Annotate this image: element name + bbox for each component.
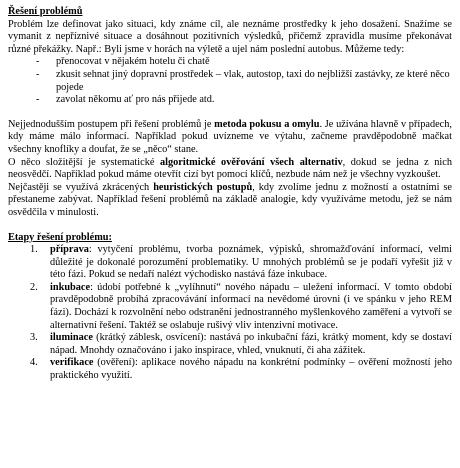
method-paragraph-algorithmic: O něco složitější je systematické algoritmické ověřování všech alternativ, dokud se jedna z nich neosvědčí. Například pokud máme otevřít cizí byt pomocí klíčů, nezbude nám než je všechny vyzkoušet. [8,156,452,181]
stages-list [8,244,452,383]
list-item: - zkusit sehnat jiný dopravní prostředek – vlak, autostop, taxi do nejbližší zastávky, ze které něco pojede [36,69,452,94]
intro-paragraph: Problém lze definovat jako situaci, kdy známe cíl, ale neznáme prostředky k jeho dosažení. Snažíme se vymanit z nepříznivé situace a dosáhnout pozitivních výsledků, přičemž zpravidla musíme překonávat různé překážky. Např.: Byli jsme v horách na výletě a ujel nám poslední autobus. Můžeme tedy: [8,18,452,55]
stage-item: 3. iluminace (krátký záblesk, osvícení): nastává po inkubační fázi, krátký moment, kdy se dostaví nápad. Mnohdy označováno i jako inspirace, vhled, vnuknutí, či aha zážitek. [30,332,452,356]
stage-item: 2. inkubace: údobí potřebné k „vylíhnutí“ nového nápadu – uležení informací. V tomto období pravděpodobně probíhá zpracovávání informací na nevědomé úrovni (i ve spánku v jeho REM fázi). Dochází k rozvolnění nebo odstranění jednostranného myšlenkového zaměření a vytvoří se alternativní řešení. Taktéž se oslabuje rušivý vliv intenzivní motivace. [30,281,452,331]
stage-item: 4. verifikace (ověření): aplikace nového nápadu na konkrétní podmínky – ověření možností jeho praktického využití. [30,357,452,382]
method-paragraph-heuristic: Nejčastěji se využívá zkrácených heuristických postupů, kdy zvolíme jednu z možností a ostatními se přestaneme zabývat. Například řešení problémů na základě analogie, kdy využíváme metodu, jež se nám osvědčila v minulosti. [8,181,452,218]
stage-item: 1. příprava: vytyčení problému, tvorba poznámek, výpisků, shromažďování informací, velmi důležité je dokonalé porozumění problematiky. U mnohých problémů se je podaří vyřešit již v této fázi. Pokud se nedaří nalézt východisko nastává fáze inkubace. [30,244,452,281]
options-list [8,56,452,106]
list-item: - přenocovat v nějakém hotelu či chatě [36,56,452,69]
list-item: - zavolat někomu ať pro nás přijede atd. [36,94,452,107]
section-title: Řešení problémů [8,6,83,17]
method-paragraph-trial-error: Nejjednodušším postupem při řešení problémů je metoda pokusu a omylu. Je užívána hlavně v případech, kdy máme málo informací. Například pokud uvízneme ve výtahu, začneme pravděpodobně mačkat všechny knoflíky a doufat, že se „něco“ stane. [8,118,452,155]
term-heuristic: heuristických postupů [153,181,253,193]
stages-title: Etapy řešení problému: [8,231,112,243]
term-trial-error: metoda pokusu a omylu [214,118,320,130]
term-algorithmic: algoritmické ověřování všech alternativ [160,156,343,168]
